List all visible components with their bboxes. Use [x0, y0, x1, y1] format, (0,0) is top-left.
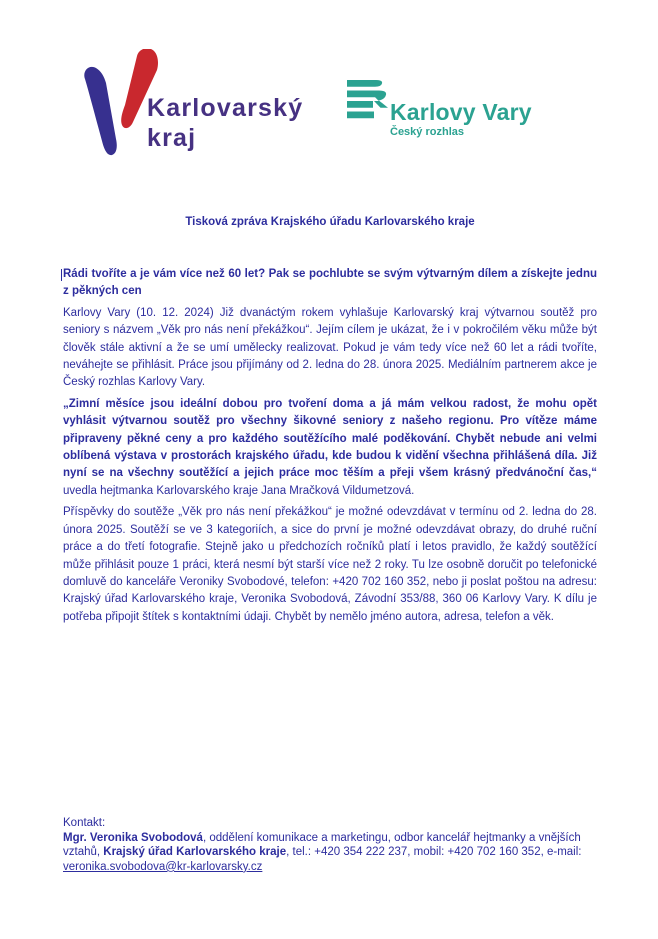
kraj-logo-line2: kraj [147, 124, 197, 152]
paragraph-dateline: Karlovy Vary (10. 12. 2024) Již dvanáctým rokem vyhlašuje Karlovarský kraj výtvarnou soutěž pro seniory s názvem „Věk pro nás není překážkou“. Jejím cílem je ukázat, že i v pokročilém věku může být člověk stále aktivní a že se umí umělecky realizovat. Pokud je vám tedy více než 60 let a rádi tvoříte, neváhejte se přihlásit. Práce jsou přijímány od 2. ledna do 28. února 2025. Mediálním partnerem akce je Český rozhlas Karlovy Vary. [63, 306, 597, 389]
contact-department: , oddělení komunikace a marketingu, odbor kancelář hejtmanky a vnějších vztahů, [63, 831, 581, 859]
contact-section [63, 816, 597, 874]
cesky-rozhlas-brand-name: Český rozhlas [390, 126, 464, 138]
kraj-logo-line1: Karlovarský [147, 94, 304, 122]
contact-details [63, 831, 597, 875]
document-title: Tisková zpráva Krajského úřadu Karlovarského kraje [185, 216, 475, 228]
karlovarsky-kraj-logo-text [147, 93, 303, 153]
contact-organization: Krajský úřad Karlovarského kraje [103, 846, 287, 859]
quote-text: „Zimní měsíce jsou ideální dobou pro tvoření doma a já mám velkou radost, že mohu opět vyhlásit výtvarnou soutěž pro všechny šikovné seniory z našeho regionu. Pro vítěze máme připraveny pěkné ceny a pro každého soutěžícího malé poděkování. Chybět nebude ani velmi oblíbená výstava v prostorách krajského úřadu, kde budou k vidění všechna přihlášená díla. Již nyní se na všechny soutěžící a jejich práce moc těším a přeji všem krásný předvánoční čas,“ [63, 397, 597, 480]
paragraph-details: Příspěvky do soutěže „Věk pro nás není překážkou“ je možné odevzdávat v termínu od 2. ledna do 28. února 2025. Soutěží se ve 3 kategoriích, a sice do první je možné odevzdávat obrazy, do druhé ruční práce a do třetí fotografie. Stejně jako u předchozích ročníků platí i letos pravidlo, že každý soutěžící může přihlásit pouze 1 práci, která nesmí být starší více než 2 roky. Tu lze osobně doručit po telefonické domluvě do kanceláře Veroniky Svobodové, telefon: +420 702 160 352, nebo ji poslat poštou na adresu: Krajský úřad Karlovarského kraje, Veronika Svobodová, Závodní 353/88, 360 06 Karlovy Vary. K dílu je potřeba připojit štítek s kontaktními údaji. Chybět by nemělo jméno autora, adresa, telefon a věk. [63, 506, 597, 623]
cesky-rozhlas-r-icon [347, 80, 389, 120]
text-cursor [61, 269, 62, 281]
paragraph-quote [63, 396, 597, 500]
email-link[interactable]: veronika.svobodova@kr-karlovarsky.cz [63, 860, 263, 873]
document-body [63, 266, 597, 630]
contact-person-name: Mgr. Veronika Svobodová [63, 831, 203, 844]
headline: Rádi tvoříte a je vám více než 60 let? Pak se pochlubte se svým výtvarným dílem a získejte jednu z pěkných cen [63, 268, 597, 298]
contact-label: Kontakt: [63, 817, 106, 829]
quote-attribution: uvedla hejtmanka Karlovarského kraje Jana Mračková Vildumetzová. [63, 484, 415, 497]
contact-phones: , tel.: +420 354 222 237, mobil: +420 702 160 352, e-mail: [286, 846, 582, 859]
cesky-rozhlas-station-name: Karlovy Vary [390, 99, 532, 125]
